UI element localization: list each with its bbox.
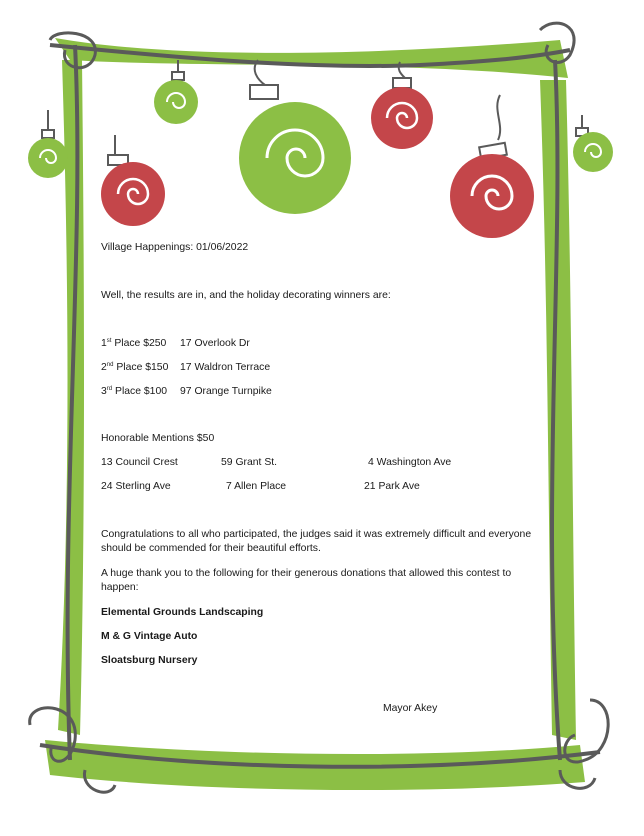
ornament-big-green-center	[239, 60, 351, 214]
first-place-label	[101, 337, 166, 351]
second-place-label	[101, 361, 168, 375]
honorable-item: 59 Grant St.	[221, 457, 278, 468]
place-prize: Place $100	[112, 386, 168, 397]
congrats-paragraph: Congratulations to all who participated, the judges said it was extremely difficult and everyone should be commended for their beautiful efforts.	[101, 529, 532, 554]
ornament-small-green-top	[154, 60, 198, 124]
sponsor-name: Elemental Grounds Landscaping	[101, 607, 264, 618]
honorable-item: 21 Park Ave	[364, 481, 420, 492]
honorable-item: 7 Allen Place	[226, 481, 287, 492]
signature: Mayor Akey	[383, 703, 438, 714]
ornament-red-center	[371, 62, 433, 149]
ornament-red-left	[101, 135, 165, 226]
ornament-small-green-right	[573, 115, 613, 172]
ornaments	[28, 60, 613, 238]
place-suffix: st	[106, 338, 112, 344]
sponsor-name: M & G Vintage Auto	[101, 631, 198, 642]
place-suffix: rd	[106, 386, 113, 392]
thanks-paragraph: A huge thank you to the following for their generous donations that allowed this contest to happen:	[101, 568, 512, 593]
honorable-item: 4 Washington Ave	[368, 457, 452, 468]
honorable-item: 13 Council Crest	[101, 457, 178, 468]
ornament-small-green-left	[28, 110, 68, 178]
place-prize: Place $250	[111, 338, 167, 349]
top-green-band	[55, 38, 568, 78]
third-place-address: 97 Orange Turnpike	[180, 386, 272, 397]
place-number: 3	[101, 386, 107, 397]
third-place-label	[101, 385, 167, 399]
place-suffix: nd	[106, 362, 114, 368]
heading: Village Happenings: 01/06/2022	[101, 242, 249, 253]
place-number: 2	[101, 362, 107, 373]
intro-text: Well, the results are in, and the holiday decorating winners are:	[101, 290, 391, 301]
second-place-address: 17 Waldron Terrace	[180, 362, 271, 373]
sponsor-name: Sloatsburg Nursery	[101, 655, 198, 666]
place-prize: Place $150	[113, 362, 169, 373]
first-place-address: 17 Overlook Dr	[180, 338, 250, 349]
place-number: 1	[101, 338, 107, 349]
honorable-item: 24 Sterling Ave	[101, 481, 171, 492]
honorable-title: Honorable Mentions $50	[101, 433, 215, 444]
ornament-red-right	[450, 95, 534, 238]
